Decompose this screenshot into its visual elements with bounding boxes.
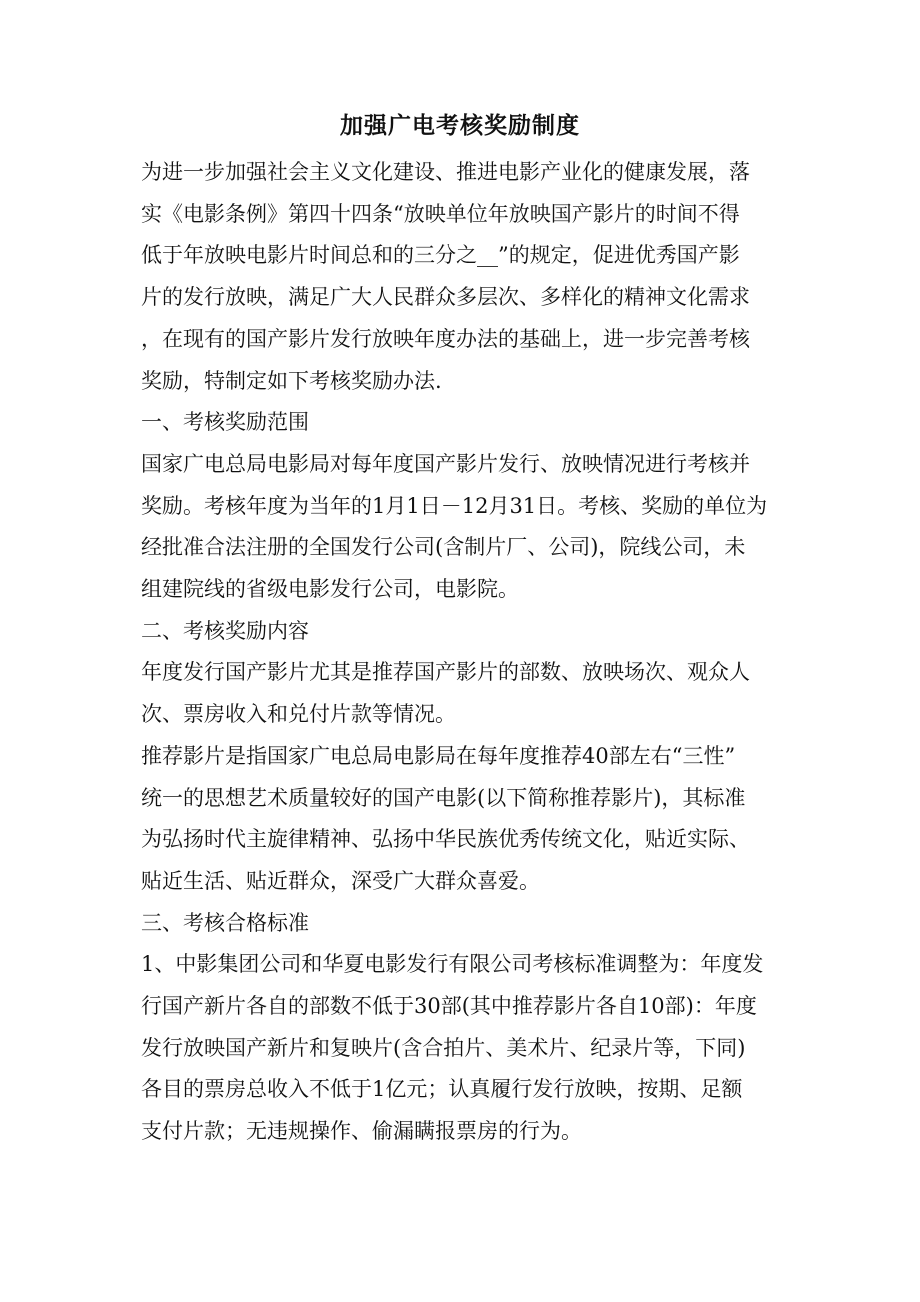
intro-paragraph: 为进一步加强社会主义文化建设、推进电影产业化的健康发展，落 实《电影条例》第四十四条“放映单位年放映国产影片的时间不得 低于年放映电影片时间总和的三分之__”的规定，促进优秀国产影 片的发行放映，满足广大人民群众多层次、多样化的精神文化需求 ，在现有的国产影片发行放映年度办法的基础上，进一步完善考核 奖励，特制定如下考核奖励办法. bbox=[141, 160, 750, 393]
section-heading-scope: 一、考核奖励范围 bbox=[141, 410, 309, 435]
scope-paragraph: 国家广电总局电影局对每年度国产影片发行、放映情况进行考核并 奖励。考核年度为当年的1月1日－12月31日。考核、奖励的单位为 经批准合法注册的全国发行公司(含制片厂、公司)，院线公司，未 组建院线的省级电影发行公司，电影院。 bbox=[141, 451, 768, 602]
recommended-films-paragraph: 推荐影片是指国家广电总局电影局在每年度推荐40部左右“三性” 统一的思想艺术质量较好的国产电影(以下简称推荐影片)，其标准 为弘扬时代主旋律精神、弘扬中华民族优秀传统文化，贴近实际、 贴近生活、贴近群众，深受广大群众喜爱。 bbox=[141, 743, 750, 893]
document-title: 加强广电考核奖励制度 bbox=[340, 112, 580, 139]
content-paragraph: 年度发行国产影片尤其是推荐国产影片的部数、放映场次、观众人 次、票房收入和兑付片款等情况。 bbox=[141, 660, 750, 727]
section-heading-content: 二、考核奖励内容 bbox=[141, 618, 309, 643]
section-heading-standards: 三、考核合格标准 bbox=[141, 910, 309, 935]
standards-paragraph: 1、中影集团公司和华夏电影发行有限公司考核标准调整为：年度发 行国产新片各自的部数不低于30部(其中推荐影片各自10部)：年度 发行放映国产新片和复映片(含合拍片、美术片、纪录片等，下同) 各目的票房总收入不低于1亿元；认真履行发行放映，按期、足额 支付片款；无违规操作、偷漏瞒报票房的行为。 bbox=[141, 952, 764, 1144]
document-body bbox=[141, 152, 781, 1153]
